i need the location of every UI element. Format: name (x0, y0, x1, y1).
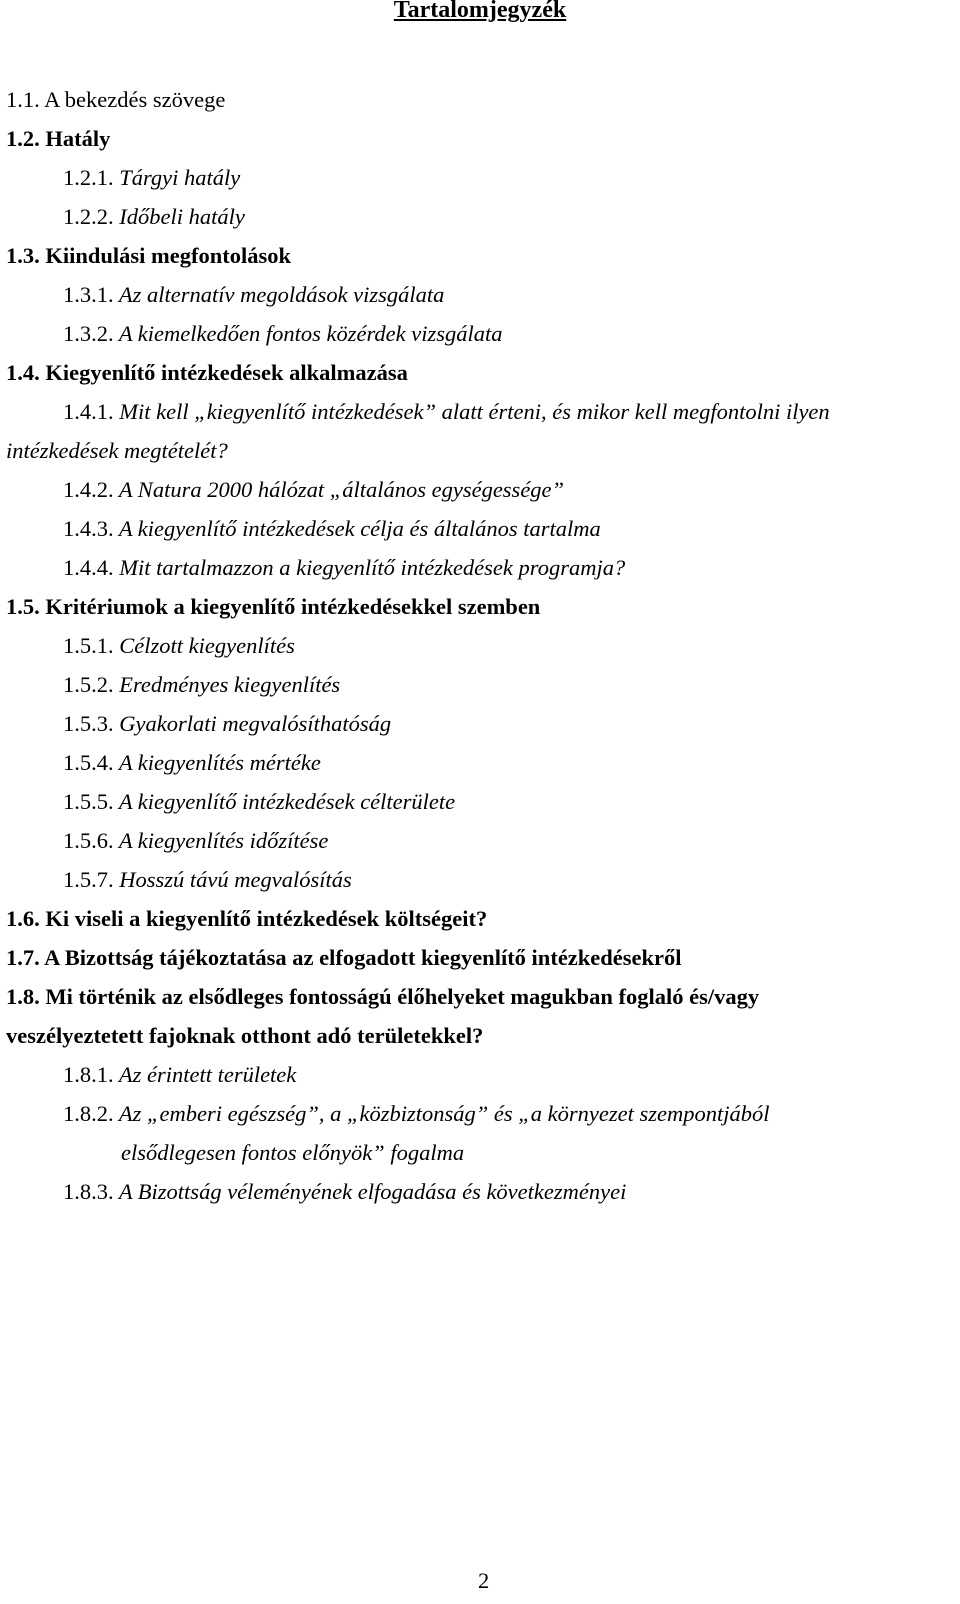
toc-entry-1-4-1-continuation: intézkedések megtételét? (6, 438, 228, 463)
toc-text: Tárgyi hatály (119, 165, 241, 190)
toc-entry-1-5-7[interactable] (63, 860, 352, 900)
toc-entry-1-4[interactable] (6, 353, 408, 393)
toc-text: A kiegyenlítés időzítése (118, 828, 329, 853)
toc-text: Ki viseli a kiegyenlítő intézkedések költségeit? (45, 906, 488, 931)
toc-text: Időbeli hatály (119, 204, 245, 229)
toc-text: A Bizottság véleményének elfogadása és következményei (118, 1179, 627, 1204)
toc-text: A Natura 2000 hálózat „általános egységessége” (118, 477, 565, 502)
toc-entry-1-1[interactable] (6, 80, 225, 120)
toc-text: A bekezdés szövege (44, 87, 226, 112)
toc-entry-1-5-1[interactable] (63, 626, 295, 666)
toc-entry-1-4-1[interactable] (63, 392, 830, 432)
toc-number: 1.4. (6, 360, 40, 385)
toc-entry-1-6[interactable] (6, 899, 487, 939)
toc-entry-1-8-2-continuation: elsődlegesen fontos előnyök” fogalma (121, 1140, 465, 1165)
toc-number: 1.4.3. (63, 516, 114, 541)
toc-number: 1.5.6. (63, 828, 114, 853)
toc-text: A Bizottság tájékoztatása az elfogadott kiegyenlítő intézkedésekről (44, 945, 682, 970)
toc-number: 1.8.3. (63, 1179, 114, 1204)
toc-number: 1.3. (6, 243, 40, 268)
toc-number: 1.5.5. (63, 789, 114, 814)
toc-entry-1-5-4[interactable] (63, 743, 321, 783)
toc-entry-1-4-4[interactable] (63, 548, 625, 588)
toc-text: Az alternatív megoldások vizsgálata (118, 282, 445, 307)
toc-number: 1.7. (6, 945, 40, 970)
toc-text: Az érintett területek (118, 1062, 297, 1087)
toc-number: 1.5.7. (63, 867, 114, 892)
toc-number: 1.5.2. (63, 672, 114, 697)
toc-number: 1.5.1. (63, 633, 114, 658)
toc-text: A kiegyenlítés mértéke (118, 750, 321, 775)
toc-entry-1-5[interactable] (6, 587, 540, 627)
toc-number: 1.5. (6, 594, 40, 619)
toc-number: 1.1. (6, 87, 40, 112)
toc-entry-1-8-3[interactable] (63, 1172, 626, 1212)
toc-entry-1-5-5[interactable] (63, 782, 455, 822)
toc-entry-1-5-6[interactable] (63, 821, 328, 861)
toc-entry-1-3[interactable] (6, 236, 291, 276)
toc-number: 1.6. (6, 906, 40, 931)
toc-number: 1.3.2. (63, 321, 114, 346)
toc-number: 1.2. (6, 126, 40, 151)
toc-text: Mit tartalmazzon a kiegyenlítő intézkedések programja? (119, 555, 626, 580)
toc-text: Gyakorlati megvalósíthatóság (119, 711, 392, 736)
toc-entry-1-8-2[interactable] (63, 1094, 769, 1134)
toc-text: Mi történik az elsődleges fontosságú élőhelyeket magukban foglaló és/vagy (45, 984, 760, 1009)
toc-entry-1-4-2[interactable] (63, 470, 564, 510)
toc-number: 1.2.1. (63, 165, 114, 190)
toc-entry-1-8-1[interactable] (63, 1055, 296, 1095)
toc-entry-1-5-2[interactable] (63, 665, 340, 705)
toc-number: 1.8. (6, 984, 40, 1009)
toc-number: 1.4.2. (63, 477, 114, 502)
toc-text: A kiemelkedően fontos közérdek vizsgálata (118, 321, 503, 346)
toc-entry-1-8[interactable] (6, 977, 759, 1017)
page-number: 2 (478, 1568, 490, 1593)
toc-text: A kiegyenlítő intézkedések célja és általános tartalma (118, 516, 601, 541)
toc-entry-1-5-3[interactable] (63, 704, 391, 744)
toc-number: 1.3.1. (63, 282, 114, 307)
toc-entry-1-2[interactable] (6, 119, 110, 159)
toc-entry-1-8-continuation: veszélyeztetett fajoknak otthont adó területekkel? (6, 1023, 484, 1048)
toc-text: Hatály (45, 126, 111, 151)
toc-number: 1.8.2. (63, 1101, 114, 1126)
page-title: Tartalomjegyzék (393, 0, 567, 23)
toc-number: 1.2.2. (63, 204, 114, 229)
toc-number: 1.8.1. (63, 1062, 114, 1087)
toc-number: 1.5.3. (63, 711, 114, 736)
toc-text: Az „emberi egészség”, a „közbiztonság” és „a környezet szempontjából (118, 1101, 770, 1126)
toc-text: Mit kell „kiegyenlítő intézkedések” alatt érteni, és mikor kell megfontolni ilyen (119, 399, 830, 424)
toc-number: 1.4.4. (63, 555, 114, 580)
toc-entry-1-3-1[interactable] (63, 275, 444, 315)
toc-text: Célzott kiegyenlítés (119, 633, 295, 658)
toc-text: Kritériumok a kiegyenlítő intézkedésekkel szemben (45, 594, 541, 619)
toc-text: Eredményes kiegyenlítés (119, 672, 341, 697)
toc-entry-1-2-2[interactable] (63, 197, 245, 237)
toc-text: Hosszú távú megvalósítás (119, 867, 352, 892)
toc-text: Kiegyenlítő intézkedések alkalmazása (45, 360, 408, 385)
toc-entry-1-4-3[interactable] (63, 509, 601, 549)
toc-number: 1.4.1. (63, 399, 114, 424)
toc-text: Kiindulási megfontolások (45, 243, 292, 268)
toc-entry-1-7[interactable] (6, 938, 682, 978)
toc-number: 1.5.4. (63, 750, 114, 775)
toc-entry-1-2-1[interactable] (63, 158, 240, 198)
toc-text: A kiegyenlítő intézkedések célterülete (118, 789, 456, 814)
toc-entry-1-3-2[interactable] (63, 314, 503, 354)
